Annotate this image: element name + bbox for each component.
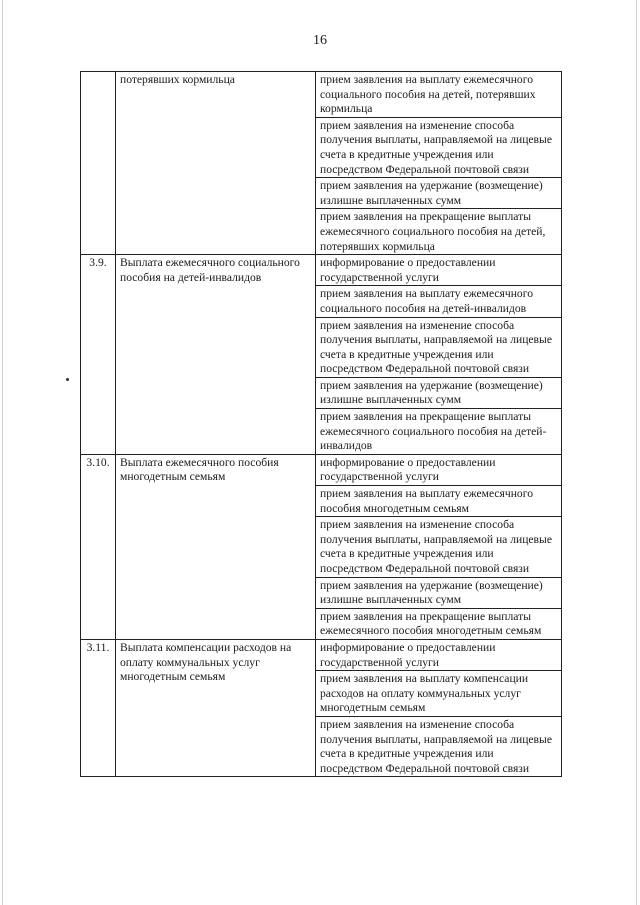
service-text: прием заявления на изменение способа получения выплаты, направляемой на лицевые счета в кредитные учреждения или посредством Федеральной почтовой связи	[320, 318, 552, 376]
service-text: прием заявления на прекращение выплаты ежемесячного социального пособия на детей-инвалидов	[320, 410, 547, 453]
service-cell	[316, 517, 562, 577]
service-text: прием заявления на прекращение выплаты ежемесячного социального пособия на детей, потерявших кормильца	[320, 210, 546, 253]
service-text: прием заявления на выплату ежемесячного социального пособия на детей, потерявших кормильца	[320, 73, 536, 116]
service-text: прием заявления на удержание (возмещение) излишне выплаченных сумм	[320, 378, 543, 407]
service-text: прием заявления на прекращение выплаты ежемесячного пособия многодетным семьям	[320, 609, 542, 638]
service-cell	[316, 608, 562, 639]
benefit-name: Выплата ежемесячного социального пособия на детей-инвалидов	[116, 255, 316, 455]
service-text: информирование о предоставлении государственной услуги	[320, 256, 496, 284]
service-cell	[316, 377, 562, 408]
service-cell	[316, 486, 562, 517]
service-cell	[316, 209, 562, 255]
item-number: 3.9.	[81, 255, 116, 455]
services-table	[80, 71, 562, 777]
services-table-body	[81, 72, 562, 777]
service-cell	[316, 639, 562, 670]
benefit-name: потерявших кормильца	[116, 72, 316, 255]
service-cell	[316, 286, 562, 317]
service-text: информирование о предоставлении государственной услуги	[320, 455, 496, 484]
service-text: прием заявления на изменение способа получения выплаты, направляемой на лицевые счета в кредитные учреждения или посредством Федеральной почтовой связи	[320, 118, 552, 176]
scan-edge-right	[636, 0, 637, 905]
item-number: 3.11.	[81, 639, 116, 776]
service-cell	[316, 317, 562, 377]
service-cell	[316, 178, 562, 209]
service-text: информирование о предоставлении государственной услуги	[320, 640, 496, 669]
service-text: прием заявления на удержание (возмещение) излишне выплаченных сумм	[320, 578, 543, 607]
service-cell	[316, 716, 562, 776]
service-text: прием заявления на выплату ежемесячного пособия многодетным семьям	[320, 487, 533, 515]
item-number	[81, 72, 116, 255]
service-cell	[316, 671, 562, 717]
service-cell	[316, 255, 562, 286]
page-number: 16	[313, 33, 327, 48]
service-cell	[316, 72, 562, 118]
service-cell	[316, 454, 562, 485]
benefit-name: Выплата компенсации расходов на оплату коммунальных услуг многодетным семьям	[116, 639, 316, 776]
table-row	[81, 639, 562, 670]
table-row	[81, 72, 562, 118]
service-text: прием заявления на изменение способа получения выплаты, направляемой на лицевые счета в кредитные учреждения или посредством Федеральной почтовой связи	[320, 518, 552, 575]
table-row	[81, 454, 562, 485]
service-cell	[316, 577, 562, 608]
scan-edge-left	[2, 0, 3, 905]
service-text: прием заявления на выплату ежемесячного социального пособия на детей-инвалидов	[320, 287, 533, 315]
scan-speck	[66, 378, 69, 381]
table-row	[81, 255, 562, 286]
service-text: прием заявления на изменение способа получения выплаты, направляемой на лицевые счета в кредитные учреждения или посредством Федеральной почтовой связи	[320, 717, 552, 775]
service-cell	[316, 409, 562, 455]
service-cell	[316, 117, 562, 177]
benefit-name: Выплата ежемесячного пособия многодетным семьям	[116, 454, 316, 639]
service-text: прием заявления на удержание (возмещение) излишне выплаченных сумм	[320, 179, 543, 207]
service-text: прием заявления на выплату компенсации расходов на оплату коммунальных услуг многодетным семьям	[320, 672, 529, 715]
item-number: 3.10.	[81, 454, 116, 639]
